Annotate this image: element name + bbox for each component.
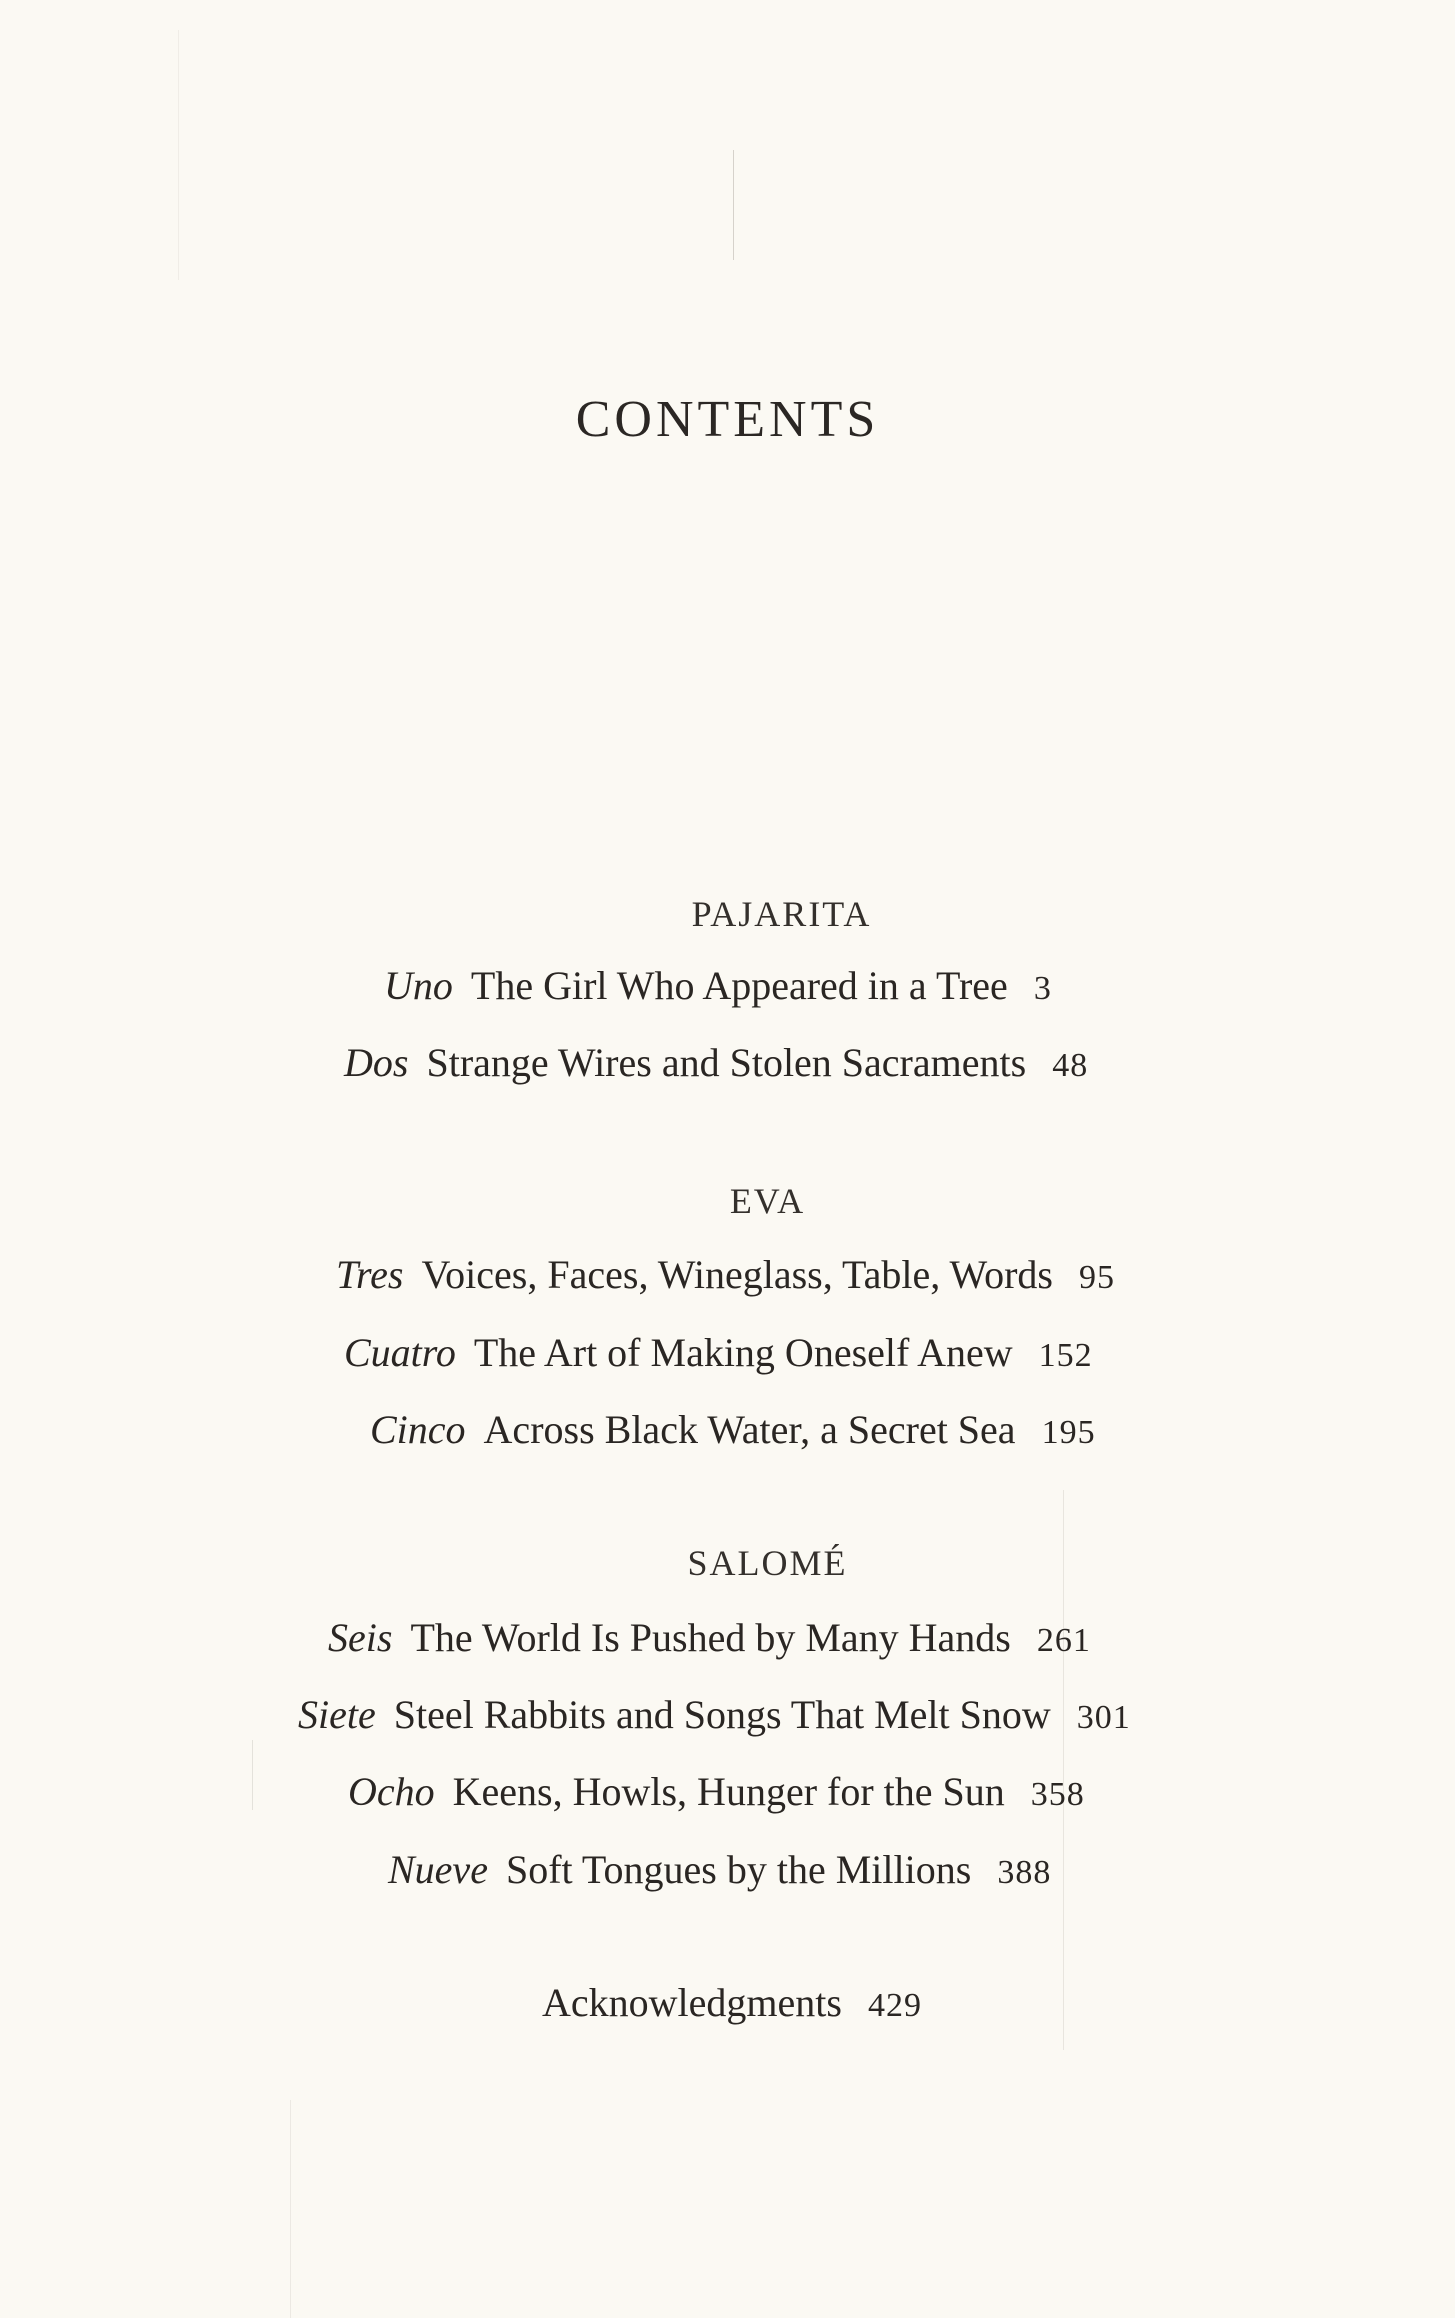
chapter-title: Strange Wires and Stolen Sacraments: [426, 1040, 1027, 1085]
chapter-number: Tres: [336, 1252, 404, 1297]
chapter-number: Cuatro: [344, 1330, 456, 1375]
chapter-title: The Art of Making Oneself Anew: [473, 1330, 1013, 1375]
toc-entry[interactable]: [344, 1040, 1089, 1085]
scan-artifact: [252, 1740, 253, 1810]
scan-artifact: [290, 2100, 291, 2318]
part-heading-eva: EVA: [729, 1181, 806, 1221]
chapter-number: Dos: [344, 1040, 409, 1085]
chapter-number: Cinco: [370, 1407, 466, 1452]
part-heading-pajarita: PAJARITA: [691, 894, 872, 934]
scan-artifact: [178, 30, 179, 280]
page-number: 388: [997, 1854, 1052, 1891]
chapter-number: Siete: [298, 1692, 376, 1737]
chapter-number: Seis: [328, 1615, 393, 1660]
chapter-title: The Girl Who Appeared in a Tree: [470, 963, 1008, 1008]
chapter-number: Uno: [384, 963, 453, 1008]
chapter-title: Steel Rabbits and Songs That Melt Snow: [393, 1692, 1051, 1737]
page-number: 3: [1033, 970, 1052, 1007]
toc-entry[interactable]: [388, 1847, 1052, 1892]
toc-entry[interactable]: [348, 1769, 1085, 1814]
chapter-number: Ocho: [348, 1769, 435, 1814]
toc-entry[interactable]: [336, 1252, 1115, 1297]
chapter-title: Soft Tongues by the Millions: [505, 1847, 972, 1892]
page-number: 261: [1036, 1622, 1091, 1659]
chapter-number: Nueve: [388, 1847, 488, 1892]
toc-entry[interactable]: [370, 1407, 1096, 1452]
page-number: 358: [1030, 1776, 1085, 1813]
toc-entry-acknowledgments[interactable]: [542, 1980, 922, 2025]
page-title: CONTENTS: [575, 391, 880, 448]
page-number: 152: [1038, 1337, 1093, 1374]
part-heading-salome: SALOMÉ: [687, 1543, 848, 1583]
scan-artifact: [733, 150, 734, 260]
chapter-title: Across Black Water, a Secret Sea: [483, 1407, 1016, 1452]
page-number: 429: [867, 1987, 922, 2024]
page-number: 195: [1041, 1414, 1096, 1451]
page-number: 48: [1052, 1047, 1089, 1084]
chapter-title: Voices, Faces, Wineglass, Table, Words: [421, 1252, 1053, 1297]
back-matter-title: Acknowledgments: [542, 1980, 842, 2025]
page-number: 95: [1079, 1259, 1115, 1296]
toc-entry[interactable]: [344, 1330, 1093, 1375]
page-number: 301: [1076, 1699, 1131, 1736]
toc-entry[interactable]: [328, 1615, 1091, 1660]
toc-entry[interactable]: [384, 963, 1052, 1008]
toc-entry[interactable]: [298, 1692, 1131, 1737]
chapter-title: Keens, Howls, Hunger for the Sun: [452, 1769, 1005, 1814]
chapter-title: The World Is Pushed by Many Hands: [410, 1615, 1011, 1660]
